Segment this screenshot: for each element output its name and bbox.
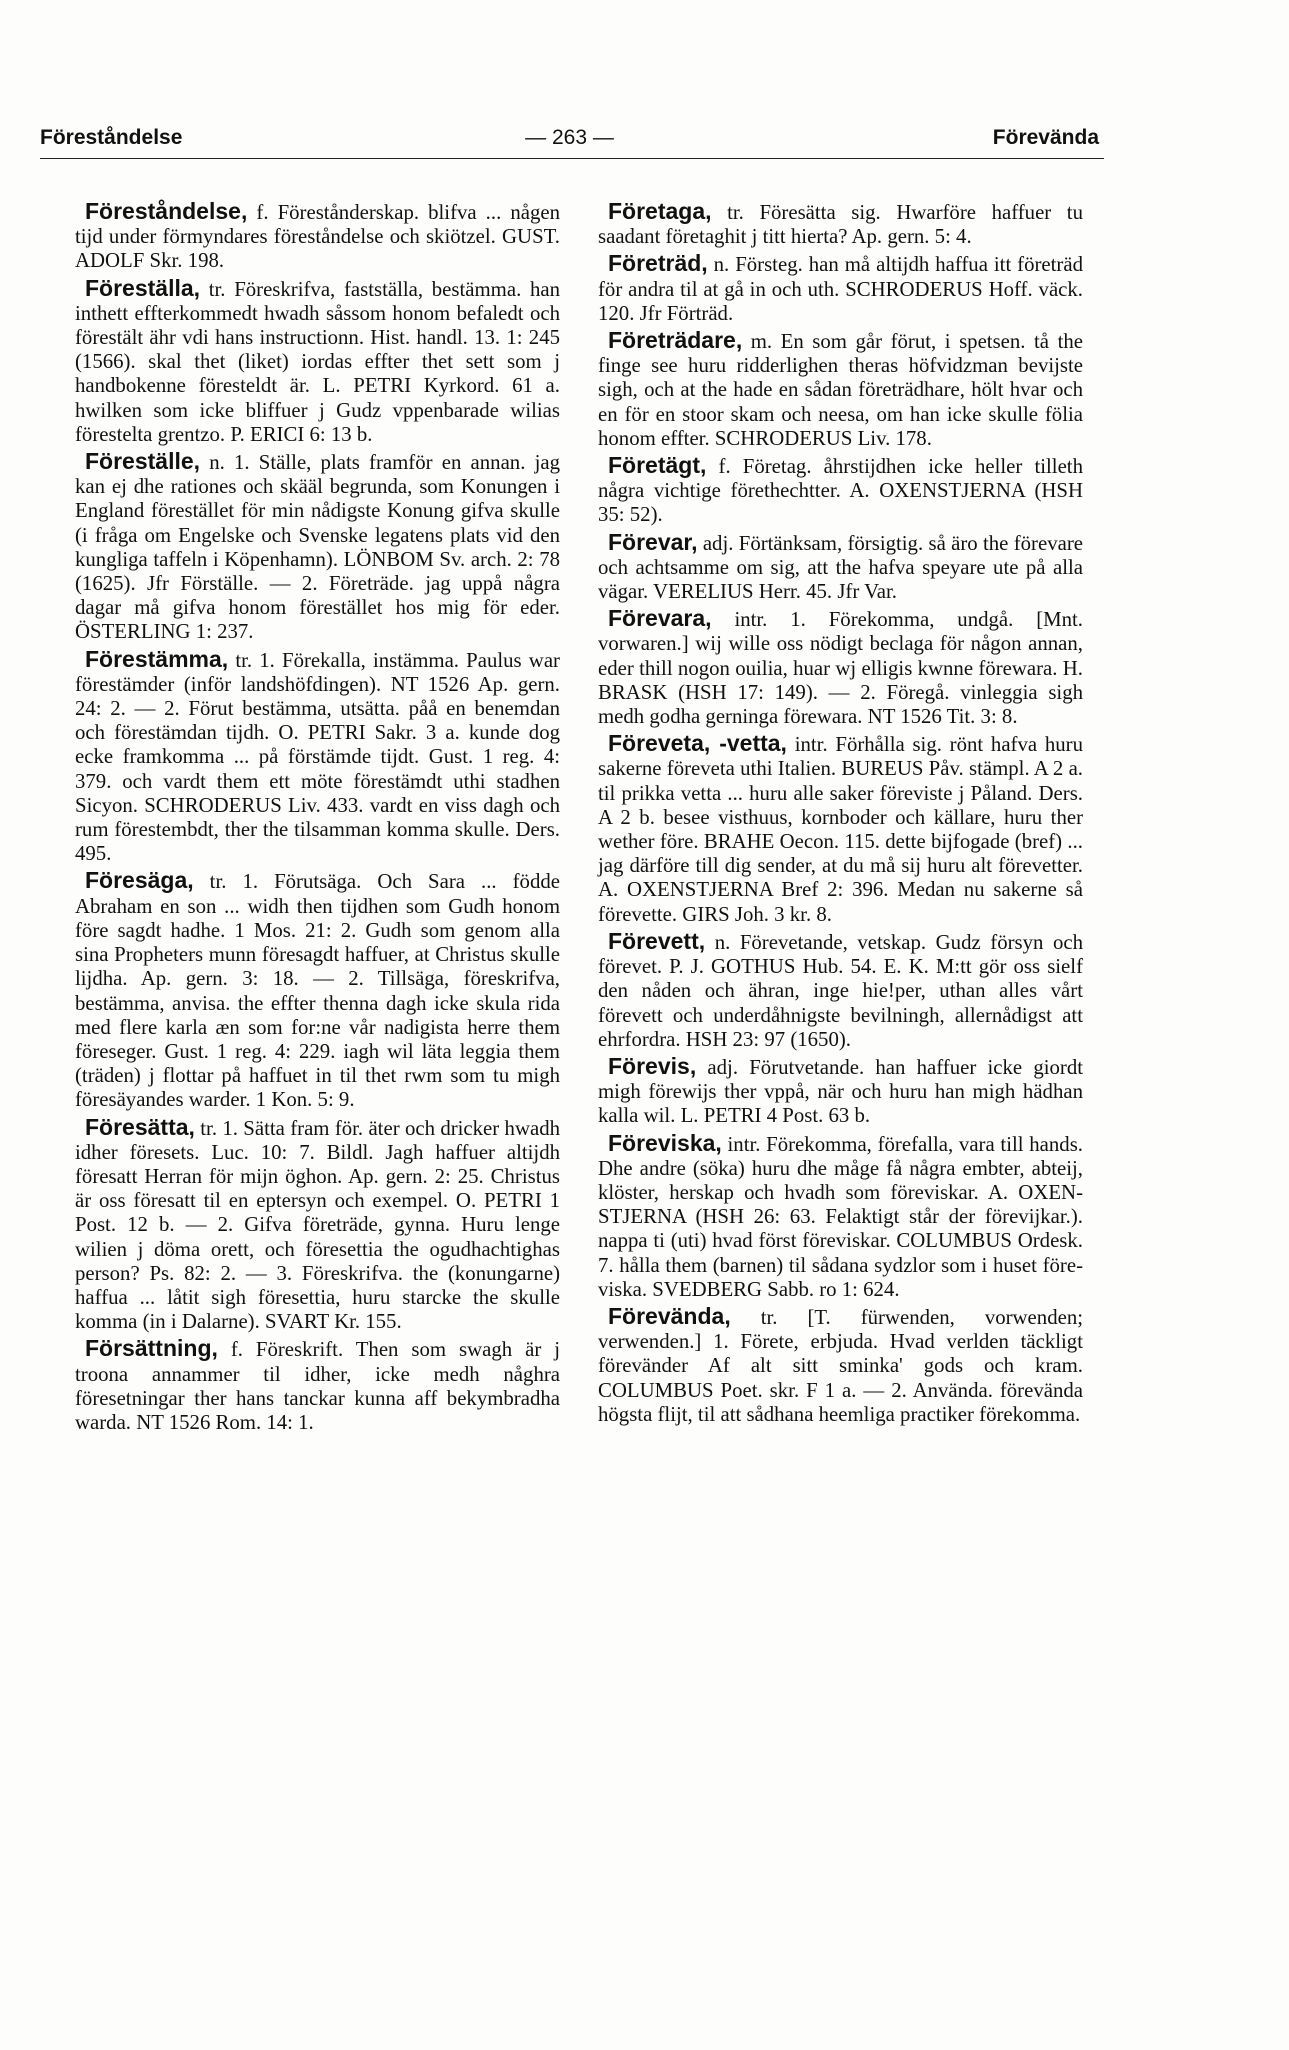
dictionary-entry [598,731,1083,927]
entry-definition: intr. 1. Förekomma, undgå. [Mnt. vorwaren.] wij wille oss nödigt beclaga för någon annan, eder thill nogon ouilia, huar wj elligis kwnne förewara. H. BRASK (HSH 17: 149). — 2. Föregå. vinleggia sigh medh godha gerninga förewara. NT 1526 Tit. 3: 8. [598,608,1083,729]
entry-headword: Föreviska, [608,1129,722,1156]
dictionary-entry [598,1054,1083,1129]
entry-definition: n. Förevetande, vetskap. Gudz försyn och förevet. P. J. GOTHUS Hub. 54. E. K. M:tt gör oss sielf den nåden och ähran, inge hie!per, uthan alles vårt förevett och underdåhnigste bevilningh, allernådigst att ehrfordra. HSH 23: 97 (1650). [598,930,1083,1051]
entry-headword: Förevända, [608,1302,731,1329]
entry-headword: Företaga, [608,198,712,224]
dictionary-entry [598,530,1083,605]
dictionary-entry [75,1336,560,1435]
entry-headword: Förevett, [608,927,706,954]
dictionary-entry [598,1304,1083,1427]
entry-headword: Föreståndelse, [85,198,248,224]
right-column [598,199,1083,1429]
entry-headword: Föreställa, [85,274,201,301]
entry-definition: tr. 1. Sätta fram för. äter och dricker hwadh idher föresets. Luc. 10: 7. Bildl. Jagh haffuer altijdh föresatt Herran för mijn öghon. Ap. gern. 2: 25. Christus är oss föresatt til en eptersyn och exempel. O. PETRI 1 Post. 12 b. — 2. Gifva företräde, gynna. Huru lenge wilien j döma orett, och föresettia the ogudhachtighas person? Ps. 82: 2. — 3. Föreskrifva. the (konungarne) haffua ... låtit sigh föresettia, huru starcke the skulle komma (in i Dalarne). SVART Kr. 155. [75,1116,560,1334]
left-column [75,199,560,1437]
dictionary-entry [598,606,1083,729]
entry-headword: Företägt, [608,452,707,479]
entry-headword: Föresätta, [85,1113,195,1140]
entry-definition: f. Företag. åhrstijdhen icke heller tilleth några vichtige förethechtter. A. OXENSTJERNA (HSH 35: 52). [598,455,1083,527]
dictionary-entry [75,868,560,1112]
header-rule [40,158,1104,159]
entry-headword: Förestämma, [85,645,229,672]
entry-definition: intr. Förekomma, förefalla, vara till hands. Dhe andre (söka) huru dhe måge få några embter, abteij, klöster, herskap och hvadh som föreviskar. A. OXENSTJERNA (HSH 26: 63. Felaktigt står der förevijkar.). nappa ti (uti) hvad först föreviskar. COLUMBUS Ordesk. 7. hålla them (barnen) til sådana sydzlor som i huset föreviska. SVEDBERG Sabb. ro 1: 624. [598,1132,1083,1301]
dictionary-entry [75,276,560,447]
entry-headword: Försättning, [85,1335,218,1362]
entry-headword: Förevis, [608,1052,697,1079]
running-head-left: Föreståndelse [40,126,183,149]
entry-headword: Föreställe, [85,448,201,475]
running-head [40,126,1099,156]
dictionary-entry [598,328,1083,451]
entry-definition: tr. Föresätta sig. Hwarföre haffuer tu saadant företaghit j titt hierta? Ap. gern. 5: 4. [598,201,1083,249]
entry-definition: m. En som går förut, i spetsen. tå the finge see huru ridderlighen theras höfvidzman bevijste sigh, och at the hade en sådan företrädhare, hölt hvar och en för en stoor skam och neesa, om han icke skulle fölia honom effter. SCHRODERUS Liv. 178. [598,330,1083,450]
entry-headword: Företräd, [608,250,708,277]
running-head-right: Förevända [992,126,1099,149]
entry-definition: n. Försteg. han må altijdh haffua itt företräd för andra til at gå in och uth. SCHRODERUS Hoff. väck. 120. Jfr Förträd. [598,253,1083,325]
dictionary-entry [598,929,1083,1052]
entry-definition: adj. Förtänksam, försigtig. så äro the förevare och achtsamme om sig, att the hafva speyare ute på alla vägar. VERELIUS Herr. 45. Jfr Var. [598,531,1083,604]
dictionary-entry [598,453,1083,528]
entry-definition: tr. Föreskrifva, fastställa, bestämma. han inthett effterkommedt hwadh såssom honom befaledt och förestält ähr vdi hans instructionn. Hist. handl. 13. 1: 245 (1566). skal thet (liket) iordas effter thet sett som j handbokenne föresteldt är. L. PETRI Kyrkord. 61 a. hwilken som icke bliffuer j Gudz vppenbarade wilias förestelta grentzo. P. ERICI 6: 13 b. [75,277,560,446]
entry-headword: Förevar, [608,528,698,555]
dictionary-entry [75,647,560,867]
page-number: — 263 — [525,126,614,149]
entry-headword: Förevara, [608,605,712,632]
entry-headword: Föresäga, [85,867,194,894]
entry-definition: tr. 1. Förutsäga. Och Sara ... födde Abraham en son ... widh then tijdhen som Gudh honom före sagdt hadhe. 1 Mos. 21: 2. Gudh som genom alla sina Propheters munn föresagdt haffuer, at Christus skulle lijdha. Ap. gern. 3: 18. — 2. Tillsäga, föreskrifva, bestämma, anvisa. the effter thenna dagh icke skula rida med flere karla æn som for:ne vår nadigista herre them föreseger. Gust. 1 reg. 4: 229. iagh wil läta leggia them (träden) j flottar på haffuet in til thet rwm som tu migh föresäyandes warder. 1 Kon. 5: 9. [75,870,560,1112]
entry-definition: adj. Förutvetande. han haffuer icke giordt migh förewijs ther vppå, när och huru han migh hädhan kalla wil. L. PETRI 4 Post. 63 b. [598,1055,1083,1128]
entry-definition: f. Föreskrift. Then som swagh är j troona annammer til idher, icke medh någhra föresetningar ther hans tanckar kunna aff bekymbradha warda. NT 1526 Rom. 14: 1. [75,1338,560,1434]
dictionary-entry [75,449,560,645]
dictionary-entry [75,1115,560,1335]
dictionary-entry [598,1131,1083,1302]
entry-definition: f. Förestånderskap. blifva ... någen tijd under förmyndares föreståndelse och skiötzel. GUST. ADOLF Skr. 198. [75,201,560,273]
dictionary-entry [598,251,1083,326]
dictionary-entry [598,199,1083,249]
entry-definition: tr. [T. fürwenden, vorwenden; verwenden.] 1. Förete, erbjuda. Hvad verlden täckligt förevänder Af alt sitt sminka' gods och kram. COLUMBUS Poet. skr. F 1 a. — 2. Använda. förevända högsta flijt, til att sådhana heemliga practiker förekomma. [598,1305,1083,1426]
entry-definition: n. 1. Ställe, plats framför en annan. jag kan ej dhe rationes och skääl begrunda, som Konungen i England förestället för min nådigste Konung gifva skulle (i fråga om Engelske och Svenske legatens plats vid den kungliga taffeln i Köpenhamn). LÖNBOM Sv. arch. 2: 78 (1625). Jfr Förställe. — 2. Företräde. jag uppå några dagar må gifva honom förestället hos mig för eder. ÖSTERLING 1: 237. [75,451,560,644]
entry-definition: tr. 1. Förekalla, instämma. Paulus war förestämder (inför landshöfdingen). NT 1526 Ap. gern. 24: 2. — 2. Förut bestämma, utsätta. påå en benemdan och förestämdan tijdh. O. PETRI Sakr. 3 a. kunde dog ecke framkomma ... på förstämde tijdt. Gust. 1 reg. 4: 379. och vardt them ett möte förestämdt uthi stadhen Sicyon. SCHRODERUS Liv. 433. vardt en viss dagh och rum förestembdt, ther the tilsamman komma skulle. Ders. 495. [75,648,560,866]
entry-headword: Företrädare, [608,327,743,354]
dictionary-entry [75,199,560,274]
entry-headword: Föreveta, -vetta, [608,730,787,757]
entry-definition: intr. Förhålla sig. rönt hafva huru sakerne föreveta uthi Italien. BUREUS Påv. stämpl. A 2 a. til prikka vetta ... huru alle saker föreviste j Påland. Ders. A 2 b. besee visthuus, kornboder och källare, huru ther wether före. BRAHE Oecon. 115. dette bijfogade (bref) ... jag därföre till dig sender, at du må sij huru alt förevetter. A. OXENSTJERNA Bref 2: 396. Medan nu sakerne så förevette. GIRS Joh. 3 kr. 8. [598,733,1083,926]
